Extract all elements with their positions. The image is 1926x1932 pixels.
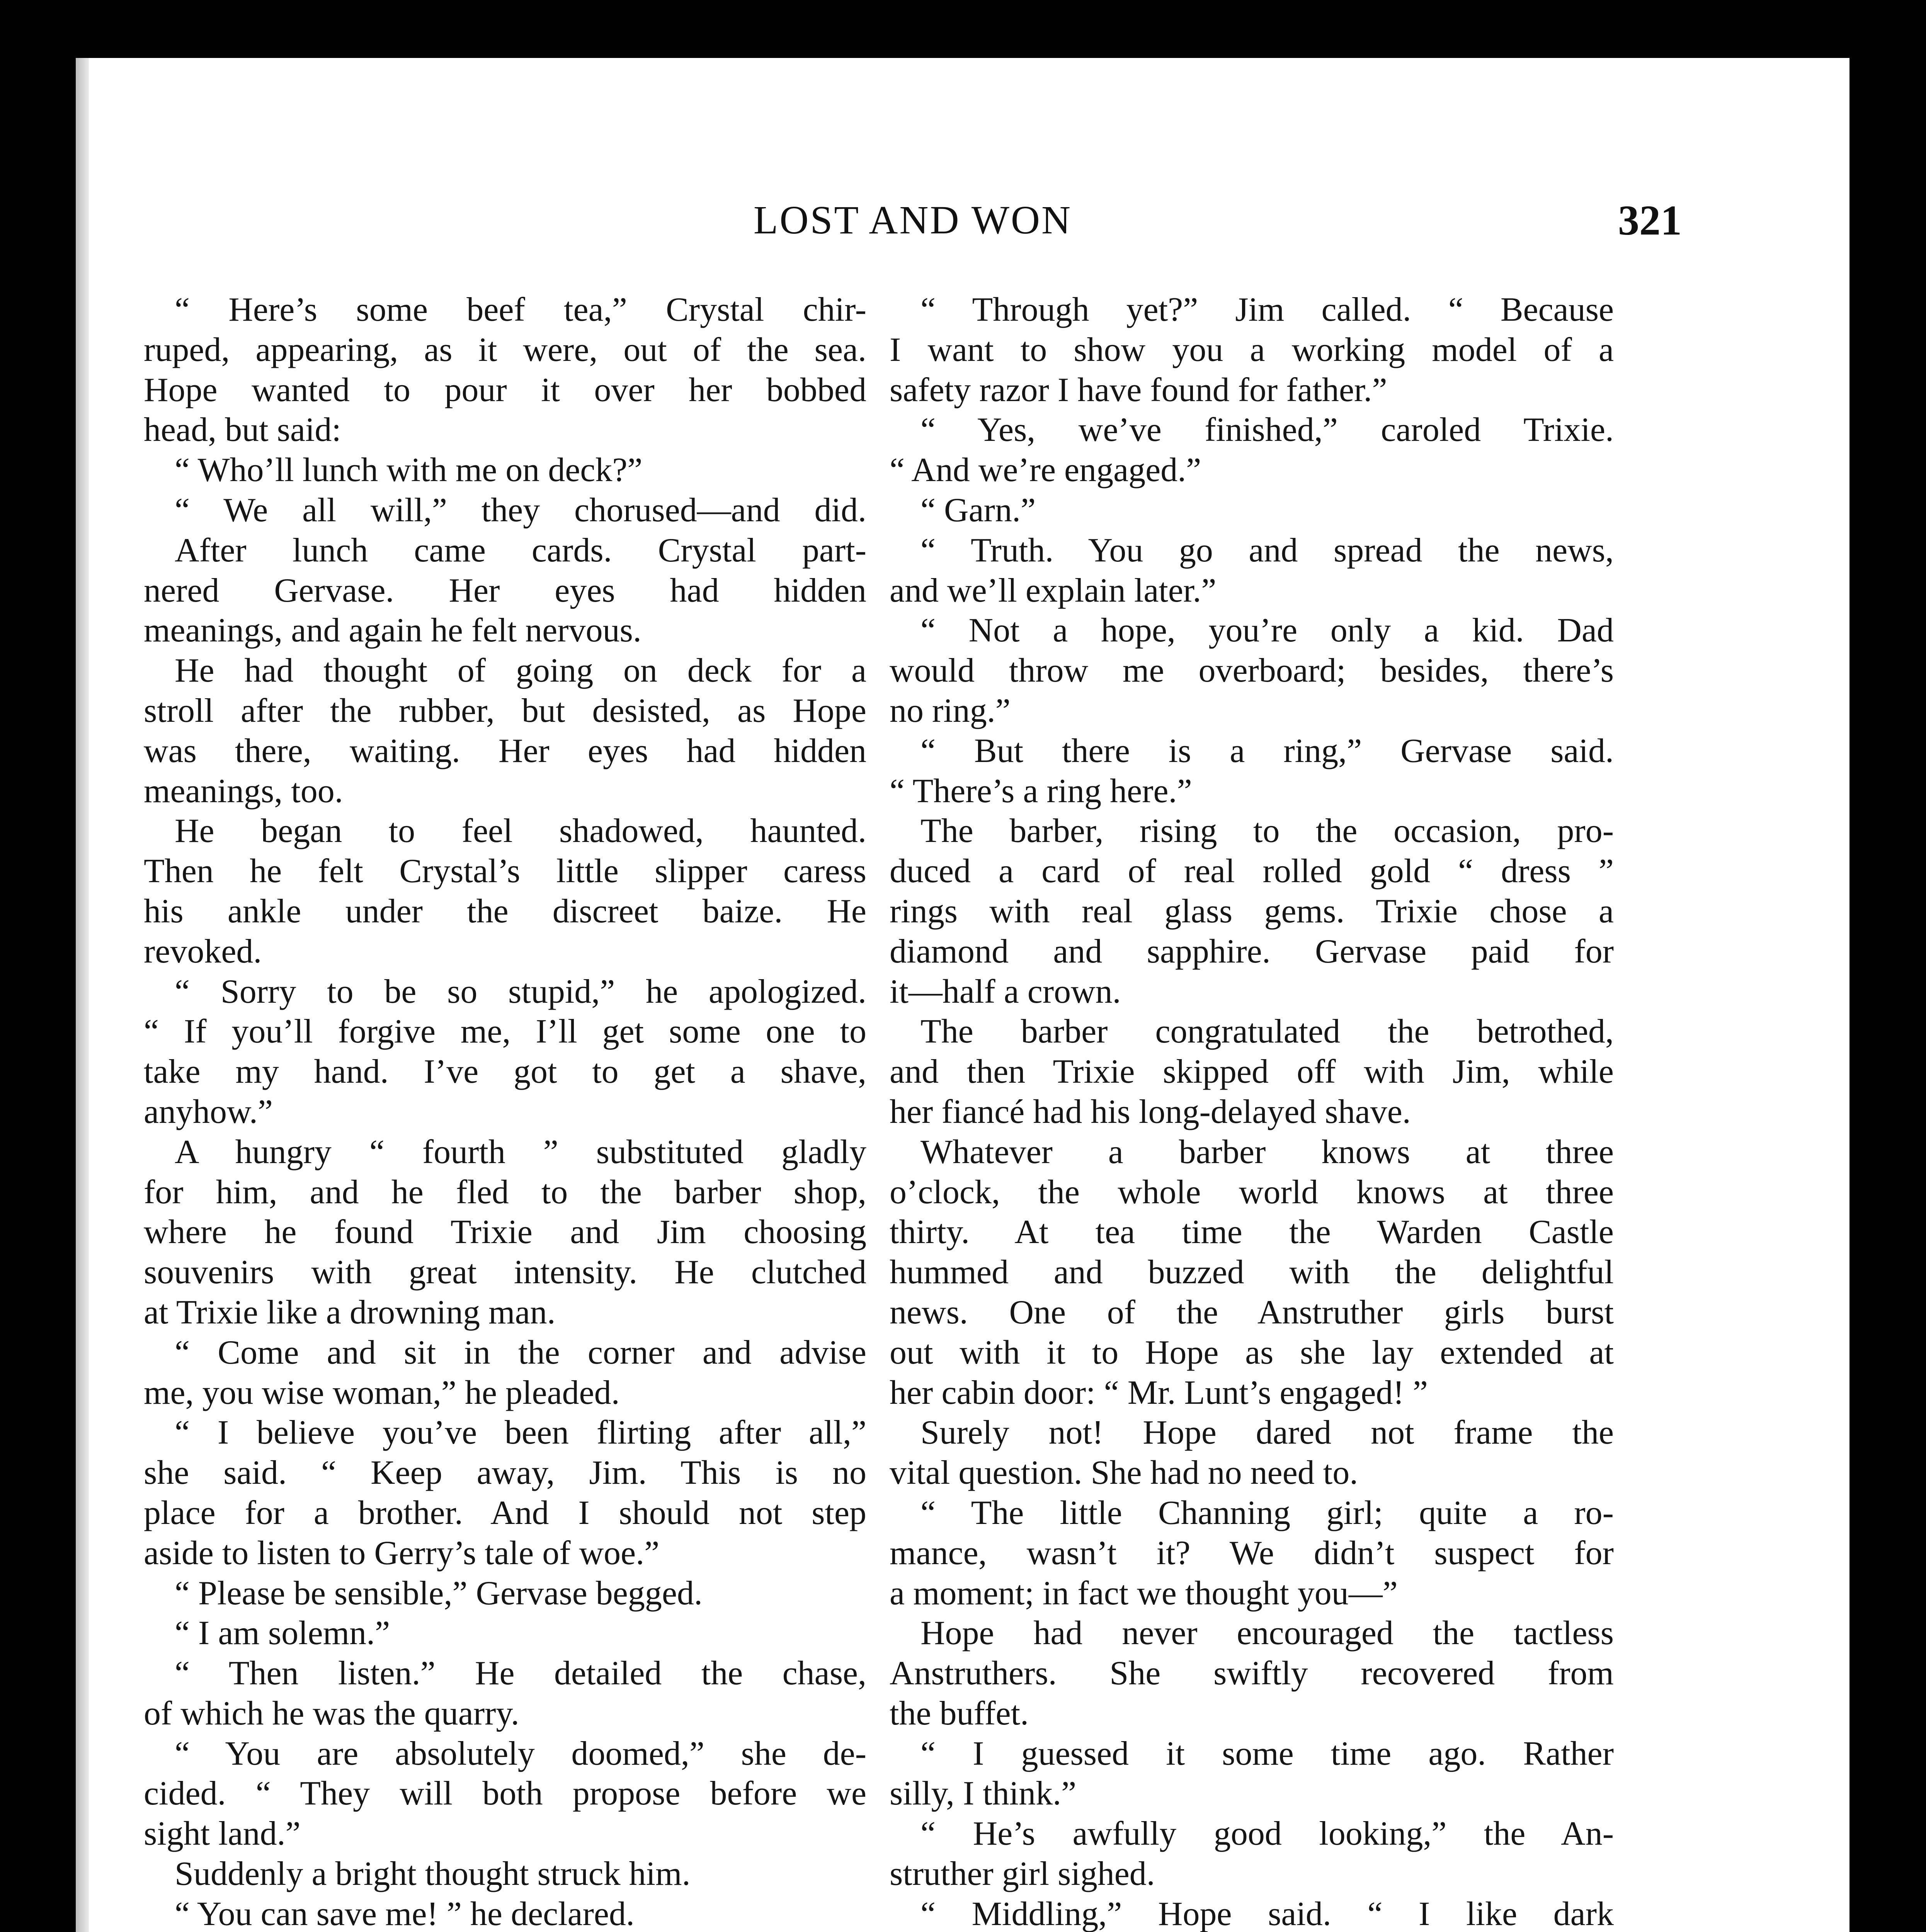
text-line: she said. “ Keep away, Jim. This is no: [144, 1454, 866, 1492]
text-line: revoked.: [144, 932, 262, 970]
text-line: “ The little Channing girl; quite a ro-: [920, 1494, 1614, 1532]
text-line: anyhow.”: [144, 1093, 273, 1131]
text-line: “ Then listen.” He detailed the chase,: [175, 1655, 866, 1692]
text-line: and then Trixie skipped off with Jim, while: [890, 1053, 1614, 1091]
text-line: Anstruthers. She swiftly recovered from: [890, 1655, 1614, 1692]
text-line: cided. “ They will both propose before we: [144, 1775, 866, 1813]
text-line: “ Garn.”: [920, 491, 1036, 529]
text-line: He began to feel shadowed, haunted.: [175, 812, 866, 850]
text-line: After lunch came cards. Crystal part-: [175, 531, 866, 569]
text-line: take my hand. I’ve got to get a shave,: [144, 1053, 866, 1091]
text-line: “ Truth. You go and spread the news,: [920, 531, 1614, 569]
page-header: [144, 193, 1682, 247]
text-line: would throw me overboard; besides, there’s: [890, 652, 1614, 690]
text-line: Suddenly a bright thought struck him.: [175, 1855, 691, 1893]
text-line: Whatever a barber knows at three: [920, 1133, 1614, 1171]
text-line: her cabin door: “ Mr. Lunt’s engaged! ”: [890, 1374, 1428, 1412]
text-line: Then he felt Crystal’s little slipper caress: [144, 852, 866, 890]
text-line: “ And we’re engaged.”: [890, 451, 1201, 489]
text-line: “ I guessed it some time ago. Rather: [920, 1735, 1614, 1772]
text-line: was there, waiting. Her eyes had hidden: [144, 732, 866, 770]
text-line: meanings, too.: [144, 772, 343, 810]
text-line: “ We all will,” they chorused—and did.: [175, 491, 866, 529]
running-title: LOST AND WON: [753, 198, 1072, 242]
text-line: at Trixie like a drowning man.: [144, 1293, 556, 1331]
text-line: Hope wanted to pour it over her bobbed: [144, 371, 866, 409]
text-line: the buffet.: [890, 1694, 1029, 1732]
text-line: He had thought of going on deck for a: [175, 652, 866, 690]
text-line: meanings, and again he felt nervous.: [144, 612, 641, 650]
text-line: out with it to Hope as she lay extended at: [890, 1333, 1614, 1371]
text-line: no ring.”: [890, 692, 1011, 730]
text-line: “ Who’ll lunch with me on deck?”: [175, 451, 643, 489]
text-line: “ There’s a ring here.”: [890, 772, 1192, 810]
text-line: “ You are absolutely doomed,” she de-: [175, 1735, 866, 1772]
text-line: o’clock, the whole world knows at three: [890, 1173, 1614, 1211]
page-number: 321: [1618, 197, 1682, 244]
text-line: of which he was the quarry.: [144, 1694, 519, 1732]
text-line: “ He’s awfully good looking,” the An-: [920, 1815, 1614, 1853]
text-line: “ Not a hope, you’re only a kid. Dad: [920, 612, 1614, 650]
text-line: “ Through yet?” Jim called. “ Because: [920, 291, 1614, 328]
text-line: The barber congratulated the betrothed,: [920, 1013, 1614, 1051]
text-line: for him, and he fled to the barber shop,: [144, 1173, 866, 1211]
text-line: Surely not! Hope dared not frame the: [920, 1414, 1614, 1452]
text-line: it—half a crown.: [890, 973, 1121, 1010]
text-line: hummed and buzzed with the delightful: [890, 1253, 1614, 1291]
text-line: stroll after the rubber, but desisted, as Hope: [144, 692, 866, 730]
text-line: sight land.”: [144, 1815, 301, 1853]
text-line: place for a brother. And I should not step: [144, 1494, 866, 1532]
text-line: “ But there is a ring,” Gervase said.: [920, 732, 1614, 770]
text-line: “ Here’s some beef tea,” Crystal chir-: [175, 291, 866, 328]
text-line: a moment; in fact we thought you—”: [890, 1574, 1398, 1612]
text-line: A hungry “ fourth ” substituted gladly: [175, 1133, 866, 1171]
text-line: silly, I think.”: [890, 1775, 1077, 1813]
text-line: me, you wise woman,” he pleaded.: [144, 1374, 620, 1412]
text-line: “ Please be sensible,” Gervase begged.: [175, 1574, 703, 1612]
text-line: rings with real glass gems. Trixie chose a: [890, 892, 1614, 930]
text-line: “ Yes, we’ve finished,” caroled Trixie.: [920, 411, 1614, 449]
text-line: his ankle under the discreet baize. He: [144, 892, 866, 930]
text-line: vital question. She had no need to.: [890, 1454, 1358, 1492]
text-column-right: [890, 290, 1614, 1932]
text-line: duced a card of real rolled gold “ dress ”: [890, 852, 1614, 890]
text-line: where he found Trixie and Jim choosing: [144, 1213, 866, 1251]
text-line: “ Come and sit in the corner and advise: [175, 1333, 866, 1371]
book-page: [76, 58, 1849, 1932]
text-line: nered Gervase. Her eyes had hidden: [144, 571, 866, 609]
text-line: aside to listen to Gerry’s tale of woe.”: [144, 1534, 660, 1572]
text-line: ruped, appearing, as it were, out of the sea.: [144, 331, 866, 369]
text-column-left: [144, 290, 866, 1932]
text-line: souvenirs with great intensity. He clutched: [144, 1253, 866, 1291]
text-line: “ I am solemn.”: [175, 1614, 390, 1652]
text-line: and we’ll explain later.”: [890, 571, 1217, 609]
text-line: “ I believe you’ve been flirting after all,”: [175, 1414, 866, 1452]
text-line: struther girl sighed.: [890, 1855, 1155, 1893]
text-line: I want to show you a working model of a: [890, 331, 1614, 369]
text-line: “ Sorry to be so stupid,” he apologized.: [175, 973, 866, 1010]
text-line: diamond and sapphire. Gervase paid for: [890, 932, 1614, 970]
text-line: “ Middling,” Hope said. “ I like dark: [920, 1895, 1614, 1932]
text-line: her fiancé had his long-delayed shave.: [890, 1093, 1411, 1131]
text-line: news. One of the Anstruther girls burst: [890, 1293, 1614, 1331]
page-gutter-shadow: [76, 58, 89, 1932]
text-line: Hope had never encouraged the tactless: [920, 1614, 1614, 1652]
text-line: head, but said:: [144, 411, 341, 449]
text-line: The barber, rising to the occasion, pro-: [920, 812, 1614, 850]
text-line: thirty. At tea time the Warden Castle: [890, 1213, 1614, 1251]
text-line: safety razor I have found for father.”: [890, 371, 1387, 409]
text-line: mance, wasn’t it? We didn’t suspect for: [890, 1534, 1614, 1572]
text-line: “ You can save me! ” he declared.: [175, 1895, 635, 1932]
text-line: “ If you’ll forgive me, I’ll get some one to: [144, 1013, 866, 1051]
